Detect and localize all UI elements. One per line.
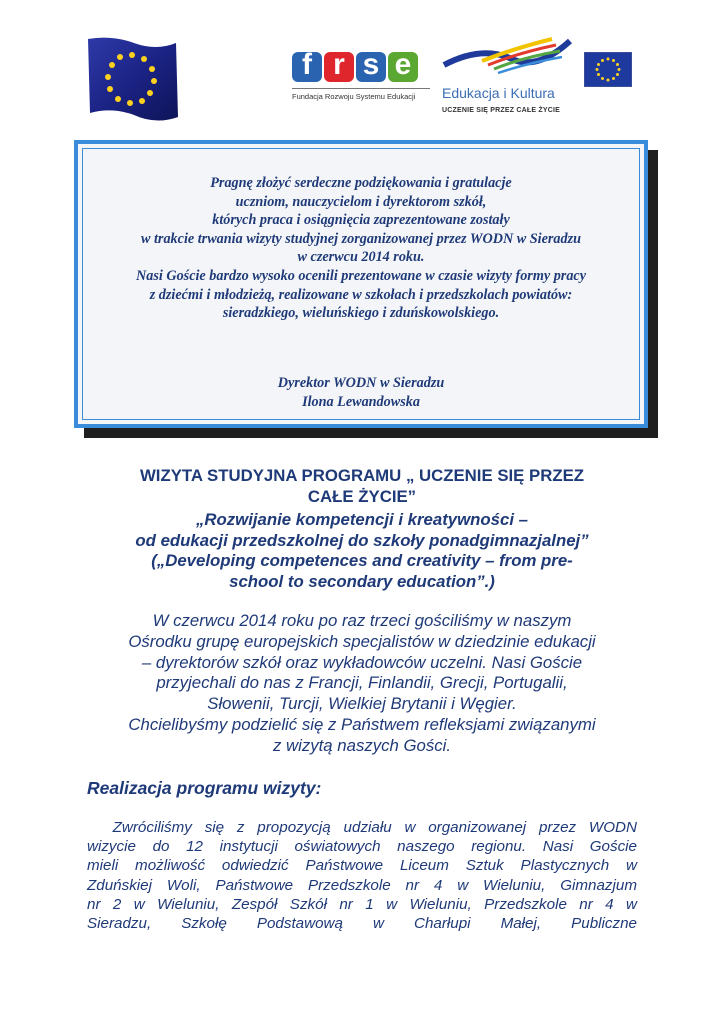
intro-line: Chcielibyśmy podzielić się z Państwem refleksjami związanymi xyxy=(128,714,596,734)
paragraph-line: Zwróciliśmy się z propozycją udziału w organizowanej przez WODN xyxy=(87,819,637,836)
thanks-box xyxy=(74,140,648,428)
intro-line: Ośrodku grupę europejskich specjalistów w dziedzinie edukacji xyxy=(128,631,596,651)
thanks-line: których praca i osiągnięcia zaprezentowane zostały xyxy=(212,212,510,229)
section-paragraph xyxy=(87,818,637,933)
thanks-text xyxy=(78,174,644,323)
intro-line: przyjechali do nas z Francji, Finlandii, Grecji, Portugalii, xyxy=(156,673,568,693)
frse-logo xyxy=(292,48,432,112)
intro-line: z wizytą naszych Gości. xyxy=(272,735,452,755)
visit-subtitle-line: od edukacji przedszkolnej do szkoły ponadgimnazjalnej” xyxy=(135,530,589,550)
visit-title-line: CAŁE ŻYCIE” xyxy=(307,486,417,506)
section-heading: Realizacja programu wizyty: xyxy=(87,778,322,798)
visit-title-line: WIZYTA STUDYJNA PROGRAMU „ UCZENIE SIĘ PRZEZ xyxy=(139,466,585,485)
frse-divider xyxy=(292,88,430,89)
frse-subtitle: Fundacja Rozwoju Systemu Edukacji xyxy=(292,92,416,101)
thanks-line: w czerwcu 2014 roku. xyxy=(297,249,425,266)
signature xyxy=(78,374,644,411)
paragraph-line: mieli możliwość odwiedzić Państwowe Liceum Sztuk Plastycznych w xyxy=(87,857,637,875)
frse-letter: e xyxy=(388,52,418,82)
signature-name: Ilona Lewandowska xyxy=(302,393,420,410)
visit-subtitle-line: school to secondary education”.) xyxy=(229,571,495,591)
paragraph-line: Sieradzu, Szkołę Podstawową w Charłupi Małej, Publiczne xyxy=(87,915,637,933)
intro-line: W czerwcu 2014 roku po raz trzeci gościliśmy w naszym xyxy=(152,611,572,630)
thanks-line: Nasi Goście bardzo wysoko ocenili prezentowane w czasie wizyty formy pracy xyxy=(135,267,587,284)
thanks-line: sieradzkiego, wieluńskiego i zduńskowolskiego. xyxy=(222,305,500,322)
frse-letter: f xyxy=(292,52,322,82)
intro-line: – dyrektorów szkół oraz wykładowców uczelni. Nasi Goście xyxy=(141,652,583,672)
frse-letter: r xyxy=(324,52,354,82)
eu-flag-logo xyxy=(82,35,180,125)
paragraph-line: nr 2 w Wieluniu, Zespół Szkół nr 1 w Wieluniu, Przedszkole nr 4 w xyxy=(87,895,637,913)
thanks-line: uczniom, nauczycielom i dyrektorom szkół, xyxy=(235,193,487,210)
paragraph-line: wizycie do 12 instytucji oświatowych naszego regionu. Nasi Goście xyxy=(87,838,637,856)
intro-line: Słowenii, Turcji, Wielkiej Brytanii i Węgier. xyxy=(207,694,517,714)
eik-subtitle: UCZENIE SIĘ PRZEZ CAŁE ŻYCIE xyxy=(442,107,560,114)
logo-bar xyxy=(0,0,724,140)
swoosh-icon xyxy=(442,35,572,85)
visit-subtitle xyxy=(60,510,664,592)
visit-subtitle-line: („Developing competences and creativity – from pre- xyxy=(151,551,573,570)
frse-letter: s xyxy=(356,52,386,82)
intro-paragraph xyxy=(60,611,664,757)
thanks-line: z dziećmi i młodzieżą, realizowane w szkołach i przedszkolach powiatów: xyxy=(149,286,573,303)
visit-title xyxy=(60,466,664,507)
thanks-line: w trakcie trwania wizyty studyjnej zorganizowanej przez WODN w Sieradzu xyxy=(140,230,581,247)
eu-flag-small-icon xyxy=(584,52,632,87)
frse-wordmark xyxy=(292,48,432,82)
paragraph-line: Zduńskiej Woli, Państwowe Przedszkole nr 4 w Wieluniu, Gimnazjum xyxy=(87,876,637,894)
visit-subtitle-line: „Rozwijanie kompetencji i kreatywności – xyxy=(195,510,528,529)
thanks-line: Pragnę złożyć serdeczne podziękowania i gratulacje xyxy=(210,175,512,191)
eik-title: Edukacja i Kultura xyxy=(442,85,555,101)
signature-role: Dyrektor WODN w Sieradzu xyxy=(277,375,445,391)
